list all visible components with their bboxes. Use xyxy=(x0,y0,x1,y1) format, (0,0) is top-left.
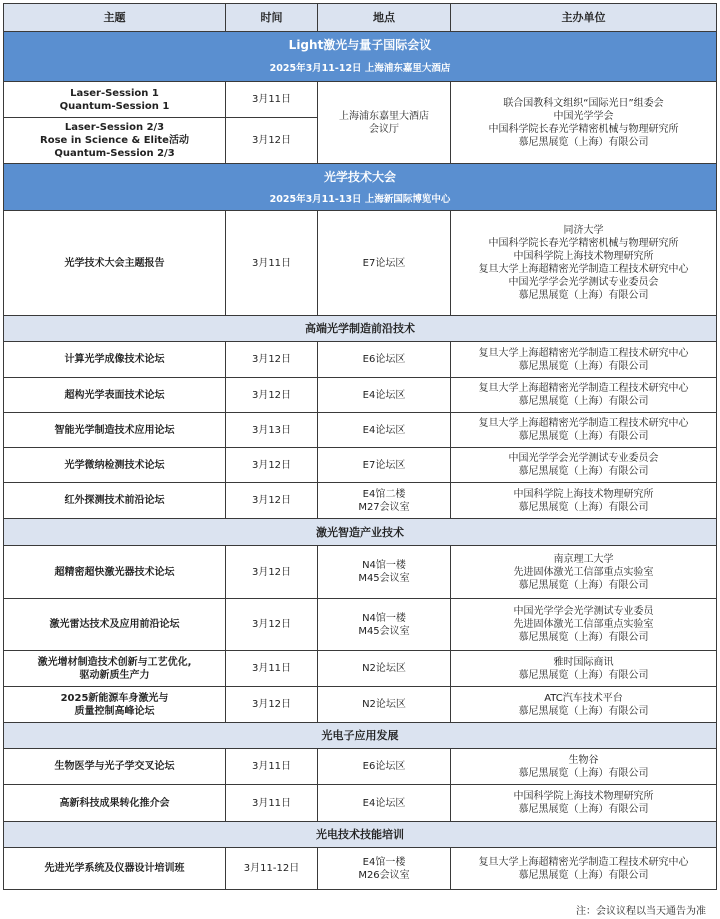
session-place xyxy=(318,651,451,687)
session-topic-line: 先进光学系统及仪器设计培训班 xyxy=(44,863,185,874)
banner-subtitle: 2025年3月11-13日 上海新国际博览中心 xyxy=(4,190,717,211)
session-place-line: E6论坛区 xyxy=(362,354,406,365)
banner-subtitle-row xyxy=(4,190,717,211)
session-organizer-line: 慕尼黑展览（上海）有限公司 xyxy=(518,466,649,477)
session-organizer-line: 慕尼黑展览（上海）有限公司 xyxy=(518,869,649,881)
session-topic-line: Rose in Science & Elite活动 xyxy=(40,135,189,146)
session-organizer-line: 复旦大学上海超精密光学制造工程技术研究中心 xyxy=(478,418,689,429)
section-title: 激光智造产业技术 xyxy=(4,519,717,546)
agenda-sheet xyxy=(3,3,716,890)
footnote: 注：会议议程以当天通告为准 xyxy=(576,906,706,917)
session-topic xyxy=(4,413,226,448)
agenda-table xyxy=(3,3,717,890)
session-organizer-line: 慕尼黑展览（上海）有限公司 xyxy=(518,290,649,301)
session-topic-line: 2025新能源车身激光与 xyxy=(60,692,169,704)
session-organizer-line: 中国光学学会 xyxy=(553,110,614,122)
session-topic xyxy=(4,848,226,890)
session-place-line: N4馆一楼 xyxy=(362,560,406,571)
session-organizer-line: 中国科学院长春光学精密机械与物理研究所 xyxy=(488,123,679,135)
session-place-line: N4馆一楼 xyxy=(362,612,406,624)
section-title: 光电子应用发展 xyxy=(4,723,717,749)
header-organizer: 主办单位 xyxy=(451,4,717,32)
session-organizer-line: 雅时国际商讯 xyxy=(553,656,614,668)
session-topic-line: 光学微纳检测技术论坛 xyxy=(64,459,165,471)
session-topic-line: 智能光学制造技术应用论坛 xyxy=(54,424,175,436)
session-organizer-line: 慕尼黑展览（上海）有限公司 xyxy=(518,360,649,372)
session-place xyxy=(318,483,451,519)
session-topic xyxy=(4,785,226,822)
session-organizer-line: 慕尼黑展览（上海）有限公司 xyxy=(518,396,649,407)
session-organizer-line: 慕尼黑展览（上海）有限公司 xyxy=(518,767,649,779)
session-time: 3月12日 xyxy=(226,546,318,599)
session-organizer-line: 中国科学院长春光学精密机械与物理研究所 xyxy=(488,238,679,249)
session-topic-line: 激光增材制造技术创新与工艺优化, xyxy=(37,656,192,668)
session-organizer-line: 慕尼黑展览（上海）有限公司 xyxy=(518,705,649,717)
session-topic xyxy=(4,749,226,785)
session-place-line: M27会议室 xyxy=(358,501,410,513)
session-row xyxy=(4,687,717,723)
session-topic xyxy=(4,342,226,378)
session-place-line: E4馆一楼 xyxy=(362,856,406,868)
session-row xyxy=(4,483,717,519)
session-topic xyxy=(4,118,226,164)
session-place-line: N2论坛区 xyxy=(362,699,406,710)
session-topic-line: 计算光学成像技术论坛 xyxy=(64,354,165,365)
session-organizer-line: 复旦大学上海超精密光学制造工程技术研究中心 xyxy=(478,383,689,394)
session-place-line: M45会议室 xyxy=(358,625,410,637)
session-row xyxy=(4,546,717,599)
session-place xyxy=(318,687,451,723)
session-topic xyxy=(4,687,226,723)
banner-row xyxy=(4,164,717,190)
session-time: 3月11日 xyxy=(226,785,318,822)
session-time: 3月11日 xyxy=(226,211,318,316)
banner-title: Light激光与量子国际会议 xyxy=(4,32,717,58)
session-place-line: E6论坛区 xyxy=(362,761,406,772)
session-organizer xyxy=(451,413,717,448)
session-organizer xyxy=(451,848,717,890)
session-topic-line: 超精密超快激光器技术论坛 xyxy=(54,566,175,578)
session-organizer-line: 慕尼黑展览（上海）有限公司 xyxy=(518,136,649,148)
session-place xyxy=(318,378,451,413)
session-topic-line: Quantum-Session 1 xyxy=(59,100,170,112)
session-organizer xyxy=(451,483,717,519)
session-organizer xyxy=(451,378,717,413)
session-place xyxy=(318,448,451,483)
session-place xyxy=(318,82,451,164)
session-topic xyxy=(4,448,226,483)
session-organizer-line: 中国科学院上海技术物理研究所 xyxy=(513,251,654,262)
session-organizer-line: 慕尼黑展览（上海）有限公司 xyxy=(518,804,649,815)
session-topic xyxy=(4,651,226,687)
session-organizer-line: 中国光学学会光学测试专业委员 xyxy=(513,606,654,617)
session-topic-line: 超构光学表面技术论坛 xyxy=(64,389,165,401)
session-topic xyxy=(4,82,226,118)
session-organizer-line: 中国科学院上海技术物理研究所 xyxy=(513,791,654,802)
header-topic: 主题 xyxy=(4,4,226,32)
session-place xyxy=(318,848,451,890)
session-time: 3月11日 xyxy=(226,749,318,785)
session-row xyxy=(4,342,717,378)
session-place xyxy=(318,413,451,448)
session-time: 3月12日 xyxy=(226,483,318,519)
session-topic xyxy=(4,546,226,599)
session-organizer-line: 中国科学院上海技术物理研究所 xyxy=(513,488,654,500)
session-place xyxy=(318,599,451,651)
session-organizer-line: 复旦大学上海超精密光学制造工程技术研究中心 xyxy=(478,347,689,359)
session-place-line: N2论坛区 xyxy=(362,663,406,674)
session-organizer xyxy=(451,651,717,687)
session-organizer xyxy=(451,546,717,599)
banner-subtitle: 2025年3月11-12日 上海浦东嘉里大酒店 xyxy=(4,58,717,82)
session-place-line: E4论坛区 xyxy=(362,424,406,436)
session-organizer-line: 联合国教科文组织“国际光日”组委会 xyxy=(503,97,664,109)
session-row xyxy=(4,785,717,822)
session-place-line: E4馆二楼 xyxy=(362,488,406,500)
session-place-line: 会议厅 xyxy=(369,123,399,135)
session-topic xyxy=(4,378,226,413)
session-place xyxy=(318,211,451,316)
session-organizer-line: 复旦大学上海超精密光学制造工程技术研究中心 xyxy=(478,856,689,868)
section-title: 光电技术技能培训 xyxy=(4,822,717,848)
session-time: 3月13日 xyxy=(226,413,318,448)
session-organizer-line: 先进固体激光工信部重点实验室 xyxy=(513,619,654,630)
session-topic-line: 激光雷达技术及应用前沿论坛 xyxy=(49,619,180,630)
session-organizer-line: ATC汽车技术平台 xyxy=(544,692,623,704)
session-organizer-line: 复旦大学上海超精密光学制造工程技术研究中心 xyxy=(478,264,689,275)
session-place-line: M45会议室 xyxy=(358,573,410,584)
session-organizer-line: 南京理工大学 xyxy=(553,553,614,565)
session-organizer xyxy=(451,687,717,723)
session-time: 3月11日 xyxy=(226,82,318,118)
session-time: 3月12日 xyxy=(226,118,318,164)
session-topic-line: Quantum-Session 2/3 xyxy=(54,148,175,159)
session-organizer-line: 慕尼黑展览（上海）有限公司 xyxy=(518,501,649,513)
session-row xyxy=(4,599,717,651)
session-place-line: E7论坛区 xyxy=(362,257,406,269)
session-topic xyxy=(4,599,226,651)
session-topic xyxy=(4,483,226,519)
banner-row xyxy=(4,32,717,58)
session-time: 3月11-12日 xyxy=(226,848,318,890)
section-row xyxy=(4,723,717,749)
banner-subtitle-row xyxy=(4,58,717,82)
header-time: 时间 xyxy=(226,4,318,32)
session-topic-line: Laser-Session 1 xyxy=(70,87,159,99)
session-row xyxy=(4,448,717,483)
session-organizer xyxy=(451,82,717,164)
session-time: 3月12日 xyxy=(226,599,318,651)
session-organizer-line: 慕尼黑展览（上海）有限公司 xyxy=(518,632,649,643)
header-place: 地点 xyxy=(318,4,451,32)
session-topic-line: Laser-Session 2/3 xyxy=(64,122,165,133)
session-place xyxy=(318,546,451,599)
session-place xyxy=(318,785,451,822)
session-organizer-line: 慕尼黑展览（上海）有限公司 xyxy=(518,431,649,442)
session-organizer-line: 同济大学 xyxy=(563,225,604,236)
session-organizer-line: 先进固体激光工信部重点实验室 xyxy=(513,566,654,578)
banner-title: 光学技术大会 xyxy=(4,164,717,190)
session-topic xyxy=(4,211,226,316)
session-topic-line: 高新科技成果转化推介会 xyxy=(59,797,170,809)
session-row xyxy=(4,82,717,118)
session-place-line: E7论坛区 xyxy=(362,459,406,471)
agenda-body xyxy=(4,32,717,890)
session-place xyxy=(318,749,451,785)
session-organizer xyxy=(451,599,717,651)
session-row xyxy=(4,413,717,448)
session-place-line: M26会议室 xyxy=(358,869,410,881)
session-organizer-line: 中国光学学会光学测试专业委员会 xyxy=(508,453,659,464)
session-topic-line: 质量控制高峰论坛 xyxy=(74,705,155,717)
header-row xyxy=(4,4,717,32)
session-organizer xyxy=(451,211,717,316)
session-time: 3月12日 xyxy=(226,378,318,413)
section-row xyxy=(4,519,717,546)
session-topic-line: 驱动新质生产力 xyxy=(79,669,150,681)
section-row xyxy=(4,822,717,848)
session-row xyxy=(4,378,717,413)
session-time: 3月12日 xyxy=(226,687,318,723)
session-time: 3月12日 xyxy=(226,342,318,378)
session-row xyxy=(4,211,717,316)
session-place-line: 上海浦东嘉里大酒店 xyxy=(339,110,429,122)
session-row xyxy=(4,749,717,785)
session-topic-line: 光学技术大会主题报告 xyxy=(64,257,165,269)
session-organizer xyxy=(451,749,717,785)
session-time: 3月12日 xyxy=(226,448,318,483)
session-organizer xyxy=(451,342,717,378)
session-organizer xyxy=(451,448,717,483)
session-place-line: E4论坛区 xyxy=(362,797,406,809)
session-organizer-line: 生物谷 xyxy=(568,754,599,766)
session-organizer-line: 慕尼黑展览（上海）有限公司 xyxy=(518,669,649,681)
session-organizer-line: 慕尼黑展览（上海）有限公司 xyxy=(518,579,649,591)
session-place-line: E4论坛区 xyxy=(362,389,406,401)
session-row xyxy=(4,651,717,687)
session-organizer-line: 中国光学学会光学测试专业委员会 xyxy=(508,277,659,288)
session-topic-line: 红外探测技术前沿论坛 xyxy=(64,495,165,506)
section-row xyxy=(4,316,717,342)
session-organizer xyxy=(451,785,717,822)
session-time: 3月11日 xyxy=(226,651,318,687)
session-topic-line: 生物医学与光子学交叉论坛 xyxy=(54,761,175,772)
section-title: 高端光学制造前沿技术 xyxy=(4,316,717,342)
session-row xyxy=(4,848,717,890)
session-place xyxy=(318,342,451,378)
